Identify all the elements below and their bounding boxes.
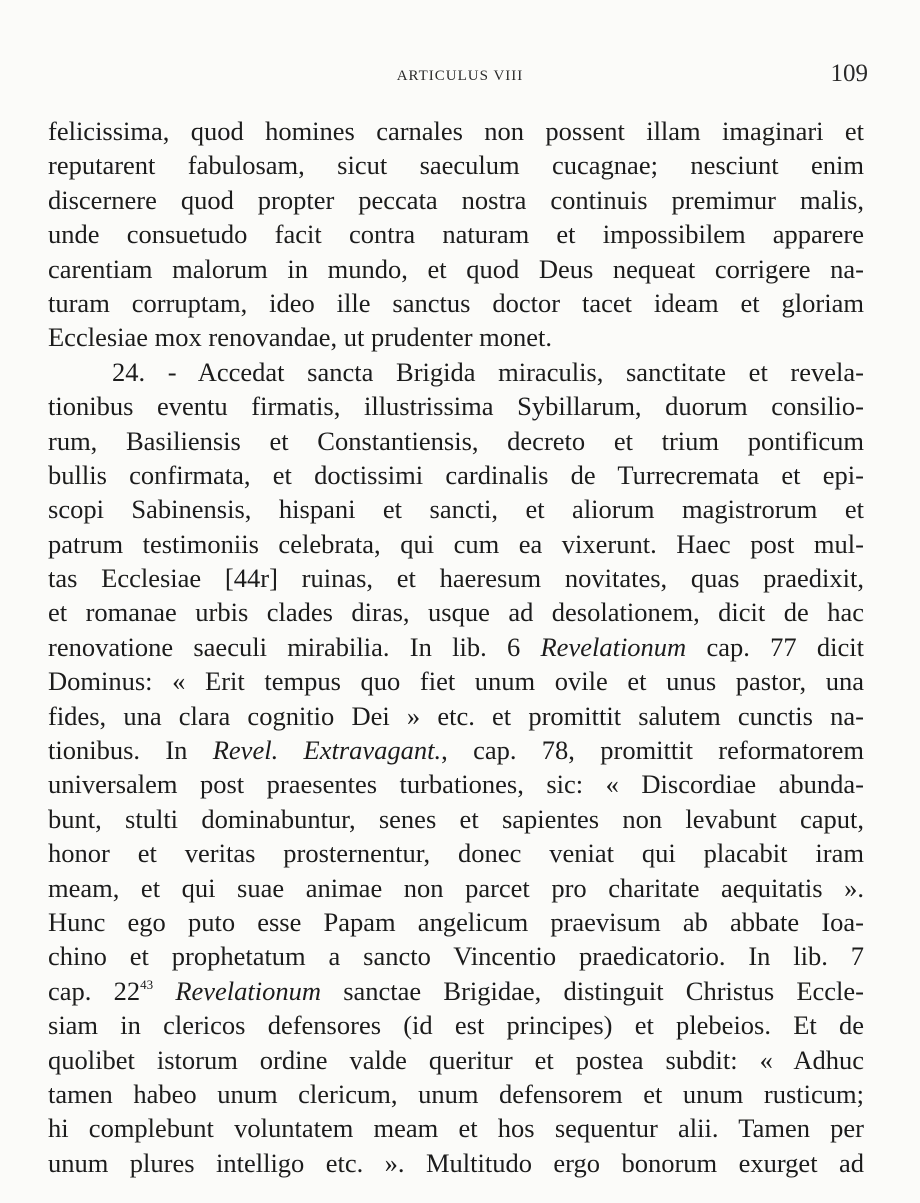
text-line-content bbox=[48, 974, 864, 1008]
text-line bbox=[48, 424, 864, 458]
text-line bbox=[48, 286, 864, 320]
text-line bbox=[48, 939, 864, 973]
text-segment: tas Ecclesiae [44r] ruinas, et haeresum novitates, quas praedixit, bbox=[48, 563, 864, 594]
text-line-content bbox=[48, 114, 864, 148]
text-line-content bbox=[48, 183, 864, 217]
text-segment: unum plures intelligo etc. ». Multitudo ergo bonorum exurget ad bbox=[48, 1147, 864, 1178]
text-segment: carentiam malorum in mundo, et quod Deus nequeat corrigere na- bbox=[48, 253, 864, 284]
text-segment: fides, una clara cognitio Dei » etc. et promittit salutem cunctis na- bbox=[48, 700, 864, 731]
text-segment: meam, et qui suae animae non parcet pro charitate aequitatis ». bbox=[48, 872, 864, 903]
text-segment: hi complebunt voluntatem meam et hos sequentur alii. Tamen per bbox=[48, 1113, 864, 1144]
text-line bbox=[48, 836, 864, 870]
text-line bbox=[48, 733, 864, 767]
text-line bbox=[48, 114, 864, 148]
text-line-content bbox=[48, 1008, 864, 1042]
text-line-content bbox=[48, 492, 864, 526]
running-head: ARTICULUS VIII bbox=[396, 68, 524, 84]
text-line-content bbox=[48, 630, 864, 664]
text-line-content bbox=[48, 595, 864, 629]
text-line bbox=[48, 767, 864, 801]
text-line bbox=[48, 183, 864, 217]
text-line bbox=[48, 217, 864, 251]
text-segment: tionibus eventu firmatis, illustrissima Sybillarum, duorum consilio- bbox=[48, 391, 864, 422]
text-segment: scopi Sabinensis, hispani et sancti, et aliorum magistrorum et bbox=[48, 494, 864, 525]
text-line bbox=[48, 871, 864, 905]
text-segment: bullis confirmata, et doctissimi cardinalis de Turrecremata et epi- bbox=[48, 459, 864, 490]
text-segment: , cap. 78, promittit reformatorem bbox=[441, 735, 864, 766]
text-line-content bbox=[48, 1043, 864, 1077]
text-line bbox=[48, 1043, 864, 1077]
text-line-content bbox=[48, 871, 864, 905]
text-line-content bbox=[48, 836, 864, 870]
footnote-reference: 43 bbox=[140, 976, 154, 992]
text-line bbox=[48, 905, 864, 939]
text-line-content bbox=[48, 561, 864, 595]
text-segment: Dominus: « Erit tempus quo fiet unum ovile et unus pastor, una bbox=[48, 666, 864, 697]
text-line-content bbox=[48, 802, 864, 836]
text-line bbox=[48, 561, 864, 595]
text-segment: et romanae urbis clades diras, usque ad desolationem, dicit de hac bbox=[48, 597, 864, 628]
text-line bbox=[48, 699, 864, 733]
text-line bbox=[48, 974, 864, 1008]
text-line bbox=[48, 355, 864, 389]
text-segment: reputarent fabulosam, sicut saeculum cucagnae; nesciunt enim bbox=[48, 150, 864, 181]
text-line bbox=[48, 595, 864, 629]
text-segment: felicissima, quod homines carnales non possent illam imaginari et bbox=[48, 116, 864, 146]
text-segment: bunt, stulti dominabuntur, senes et sapientes non levabunt caput, bbox=[48, 803, 864, 834]
text-line-content bbox=[48, 286, 864, 320]
italic-title: Revelationum bbox=[175, 975, 322, 1006]
text-line-content bbox=[48, 527, 864, 561]
text-segment: discernere quod propter peccata nostra continuis premimur malis, bbox=[48, 184, 864, 215]
italic-title: Revel. Extravagant. bbox=[212, 735, 442, 766]
text-segment: tamen habeo unum clericum, unum defensorem et unum rusticum; bbox=[48, 1078, 864, 1109]
text-line bbox=[48, 252, 864, 286]
text-line bbox=[48, 527, 864, 561]
text-segment: Hunc ego puto esse Papam angelicum praevisum ab abbate Ioa- bbox=[48, 906, 864, 937]
text-line-content bbox=[48, 1111, 864, 1145]
text-line bbox=[48, 1111, 864, 1145]
text-segment: cap. 77 dicit bbox=[686, 631, 865, 662]
text-line-content bbox=[48, 320, 864, 354]
page-header bbox=[0, 58, 920, 98]
text-segment bbox=[153, 976, 175, 1006]
text-line-content bbox=[48, 148, 864, 182]
text-line-content bbox=[48, 733, 864, 767]
text-line bbox=[48, 492, 864, 526]
text-line-content bbox=[48, 389, 864, 423]
text-line bbox=[48, 458, 864, 492]
text-segment: 24. - Accedat sancta Brigida miraculis, sanctitate et revela- bbox=[112, 356, 864, 387]
text-line bbox=[48, 320, 864, 354]
text-segment: tionibus. In bbox=[48, 735, 213, 766]
text-line bbox=[48, 389, 864, 423]
text-line bbox=[48, 148, 864, 182]
text-segment: cap. 22 bbox=[48, 975, 141, 1006]
text-line-content bbox=[48, 664, 864, 698]
text-line-content bbox=[48, 905, 864, 939]
text-line bbox=[48, 1146, 864, 1180]
text-line-content bbox=[112, 355, 864, 389]
text-segment: quolibet istorum ordine valde queritur et postea subdit: « Adhuc bbox=[48, 1044, 864, 1075]
text-line bbox=[48, 664, 864, 698]
page-number: 109 bbox=[830, 60, 868, 87]
text-line-content bbox=[48, 939, 864, 973]
text-line-content bbox=[48, 252, 864, 286]
text-line-content bbox=[48, 424, 864, 458]
text-line-content bbox=[48, 458, 864, 492]
body-text bbox=[48, 114, 864, 1180]
text-line bbox=[48, 802, 864, 836]
text-segment: rum, Basiliensis et Constantiensis, decreto et trium pontificum bbox=[48, 425, 864, 456]
text-segment: universalem post praesentes turbationes, sic: « Discordiae abunda- bbox=[48, 769, 864, 800]
text-segment: renovatione saeculi mirabilia. In lib. 6 bbox=[48, 631, 541, 662]
text-segment: honor et veritas prosternentur, donec veniat qui placabit iram bbox=[48, 838, 864, 869]
text-segment: unde consuetudo facit contra naturam et impossibilem apparere bbox=[48, 219, 864, 250]
text-line-content bbox=[48, 767, 864, 801]
text-segment: Ecclesiae mox renovandae, ut prudenter monet. bbox=[48, 322, 553, 353]
text-line bbox=[48, 1077, 864, 1111]
text-segment: turam corruptam, ideo ille sanctus doctor tacet ideam et gloriam bbox=[48, 287, 864, 318]
text-line-content bbox=[48, 1077, 864, 1111]
text-line-content bbox=[48, 1146, 864, 1180]
text-segment: siam in clericos defensores (id est principes) et plebeios. Et de bbox=[48, 1010, 864, 1041]
italic-title: Revelationum bbox=[540, 631, 687, 662]
text-segment: patrum testimoniis celebrata, qui cum ea vixerunt. Haec post mul- bbox=[48, 528, 864, 559]
text-line bbox=[48, 630, 864, 664]
text-segment: sanctae Brigidae, distinguit Christus Eccle- bbox=[321, 975, 865, 1006]
text-segment: chino et prophetatum a sancto Vincentio praedicatorio. In lib. 7 bbox=[48, 941, 864, 972]
text-line-content bbox=[48, 699, 864, 733]
text-line bbox=[48, 1008, 864, 1042]
text-line-content bbox=[48, 217, 864, 251]
